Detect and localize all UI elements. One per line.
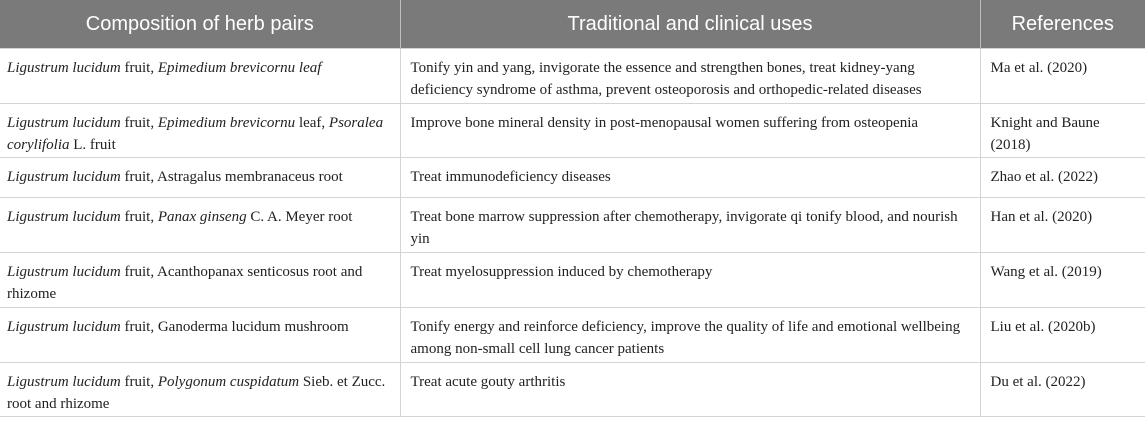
composition-text: leaf, [295, 115, 329, 131]
composition-text: Sieb. et Zucc. root and rhizome [7, 374, 386, 412]
header-row [0, 0, 1145, 49]
table-row [0, 253, 1145, 308]
header-composition: Composition of herb pairs [0, 0, 400, 49]
species-name: Epimedium brevicornu leaf [157, 60, 322, 76]
reference-cell: Zhao et al. (2022) [980, 158, 1145, 198]
composition-cell [0, 308, 400, 363]
uses-cell: Tonify yin and yang, invigorate the essence and strengthen bones, treat kidney-yang deficiency syndrome of asthma, prevent osteoporosis and orthopedic-related diseases [400, 49, 980, 104]
composition-text: fruit, [120, 209, 158, 225]
composition-text: fruit, [120, 115, 158, 131]
reference-cell: Liu et al. (2020b) [980, 308, 1145, 363]
table-row [0, 363, 1145, 417]
species-name: Ligustrum lucidum [7, 60, 121, 76]
uses-cell: Treat bone marrow suppression after chemotherapy, invigorate qi tonify blood, and nourish yin [400, 198, 980, 253]
composition-text: fruit, [120, 374, 158, 390]
table-row [0, 104, 1145, 158]
species-name: Ligustrum lucidum [7, 264, 121, 280]
header-references: References [980, 0, 1145, 49]
uses-cell: Improve bone mineral density in post-menopausal women suffering from osteopenia [400, 104, 980, 158]
reference-cell: Knight and Baune (2018) [980, 104, 1145, 158]
composition-cell [0, 104, 400, 158]
species-name: Ligustrum lucidum [7, 374, 121, 390]
reference-cell: Han et al. (2020) [980, 198, 1145, 253]
species-name: Epimedium brevicornu [157, 115, 296, 131]
composition-text: fruit, Acanthopanax senticosus root and rhizome [7, 264, 363, 302]
reference-cell: Du et al. (2022) [980, 363, 1145, 417]
composition-text: C. A. Meyer root [246, 209, 353, 225]
composition-cell [0, 253, 400, 308]
species-name: Ligustrum lucidum [7, 169, 121, 185]
composition-text: L. fruit [69, 137, 116, 153]
uses-cell: Treat myelosuppression induced by chemotherapy [400, 253, 980, 308]
composition-text: fruit, Ganoderma lucidum mushroom [120, 319, 349, 335]
composition-cell [0, 49, 400, 104]
species-name: Psoralea corylifolia [7, 115, 384, 153]
reference-cell: Ma et al. (2020) [980, 49, 1145, 104]
composition-cell [0, 363, 400, 417]
species-name: Ligustrum lucidum [7, 319, 121, 335]
species-name: Polygonum cuspidatum [157, 374, 300, 390]
uses-cell: Treat immunodeficiency diseases [400, 158, 980, 198]
table-row [0, 308, 1145, 363]
species-name: Panax ginseng [157, 209, 247, 225]
composition-text: fruit, [120, 60, 158, 76]
composition-cell [0, 198, 400, 253]
header-uses: Traditional and clinical uses [400, 0, 980, 49]
composition-text: fruit, Astragalus membranaceus root [120, 169, 343, 185]
table-row [0, 198, 1145, 253]
uses-cell: Tonify energy and reinforce deficiency, improve the quality of life and emotional wellbeing among non-small cell lung cancer patients [400, 308, 980, 363]
species-name: Ligustrum lucidum [7, 115, 121, 131]
table-body [0, 49, 1145, 417]
uses-cell: Treat acute gouty arthritis [400, 363, 980, 417]
table-row [0, 158, 1145, 198]
species-name: Ligustrum lucidum [7, 209, 121, 225]
table-row [0, 49, 1145, 104]
composition-cell [0, 158, 400, 198]
reference-cell: Wang et al. (2019) [980, 253, 1145, 308]
